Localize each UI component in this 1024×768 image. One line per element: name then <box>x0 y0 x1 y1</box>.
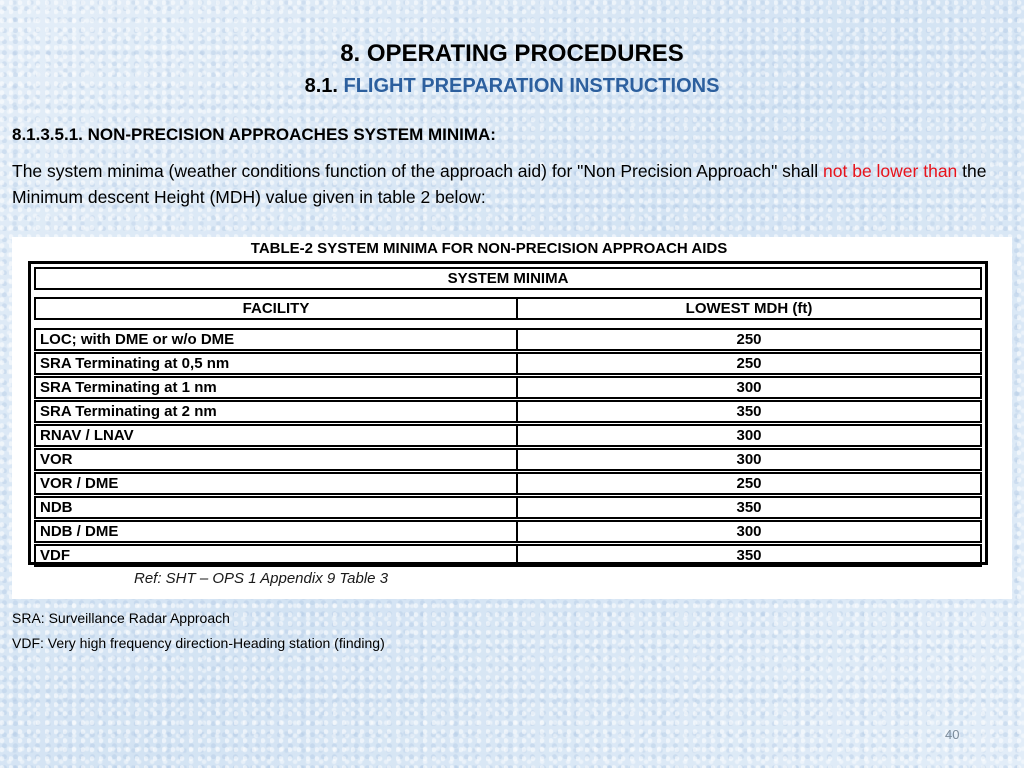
facility-cell: VDF <box>36 546 518 565</box>
mdh-cell: 250 <box>736 355 762 372</box>
mdh-cell: 250 <box>736 475 762 492</box>
table-reference: Ref: SHT – OPS 1 Appendix 9 Table 3 <box>134 570 389 587</box>
facility-cell: SRA Terminating at 0,5 nm <box>36 354 518 373</box>
table-row <box>34 400 982 423</box>
table-panel <box>12 237 1012 599</box>
section-heading: 8.1.3.5.1. NON-PRECISION APPROACHES SYSTEM MINIMA: <box>12 125 496 144</box>
table-row <box>34 352 982 375</box>
table-row <box>34 520 982 543</box>
facility-cell: VOR <box>36 450 518 469</box>
paragraph-text-1: The system minima (weather conditions function of the approach aid) for "Non Precision Approach" shall <box>12 161 824 181</box>
table-row <box>34 472 982 495</box>
table-group-header: SYSTEM MINIMA <box>34 267 982 290</box>
facility-cell: NDB / DME <box>36 522 518 541</box>
paragraph-text-2: the Minimum descent Height (MDH) value given in table 2 below: <box>12 161 987 207</box>
table-header-row <box>34 297 982 320</box>
facility-cell: SRA Terminating at 1 nm <box>36 378 518 397</box>
minima-table <box>28 261 988 565</box>
mdh-cell: 350 <box>736 403 762 420</box>
table-row <box>34 448 982 471</box>
mdh-cell: 350 <box>736 547 762 564</box>
mdh-cell: 300 <box>736 451 762 468</box>
facility-cell: SRA Terminating at 2 nm <box>36 402 518 421</box>
slide-subtitle <box>0 75 1024 98</box>
table-title: TABLE-2 SYSTEM MINIMA FOR NON-PRECISION APPROACH AIDS <box>250 240 728 257</box>
facility-cell: NDB <box>36 498 518 517</box>
column-header-facility: FACILITY <box>36 299 518 318</box>
table-row <box>34 496 982 519</box>
facility-cell: LOC; with DME or w/o DME <box>36 330 518 349</box>
body-paragraph <box>12 158 1012 210</box>
facility-cell: RNAV / LNAV <box>36 426 518 445</box>
subtitle-number: 8.1. <box>304 75 338 97</box>
table-row <box>34 328 982 351</box>
mdh-cell: 300 <box>736 379 762 396</box>
paragraph-highlight: not be lower than <box>823 161 958 181</box>
footnote-vdf: VDF: Very high frequency direction-Heading station (finding) <box>12 635 385 651</box>
mdh-cell: 300 <box>736 427 762 444</box>
mdh-cell: 300 <box>736 523 762 540</box>
slide-title: 8. OPERATING PROCEDURES <box>340 40 684 67</box>
subtitle-text: FLIGHT PREPARATION INSTRUCTIONS <box>343 75 720 97</box>
table-row <box>34 424 982 447</box>
table-row <box>34 544 982 567</box>
column-header-mdh: LOWEST MDH (ft) <box>685 300 813 317</box>
footnote-sra: SRA: Surveillance Radar Approach <box>12 610 230 626</box>
table-row <box>34 376 982 399</box>
mdh-cell: 350 <box>736 499 762 516</box>
facility-cell: VOR / DME <box>36 474 518 493</box>
mdh-cell: 250 <box>736 331 762 348</box>
page-number: 40 <box>945 727 960 742</box>
